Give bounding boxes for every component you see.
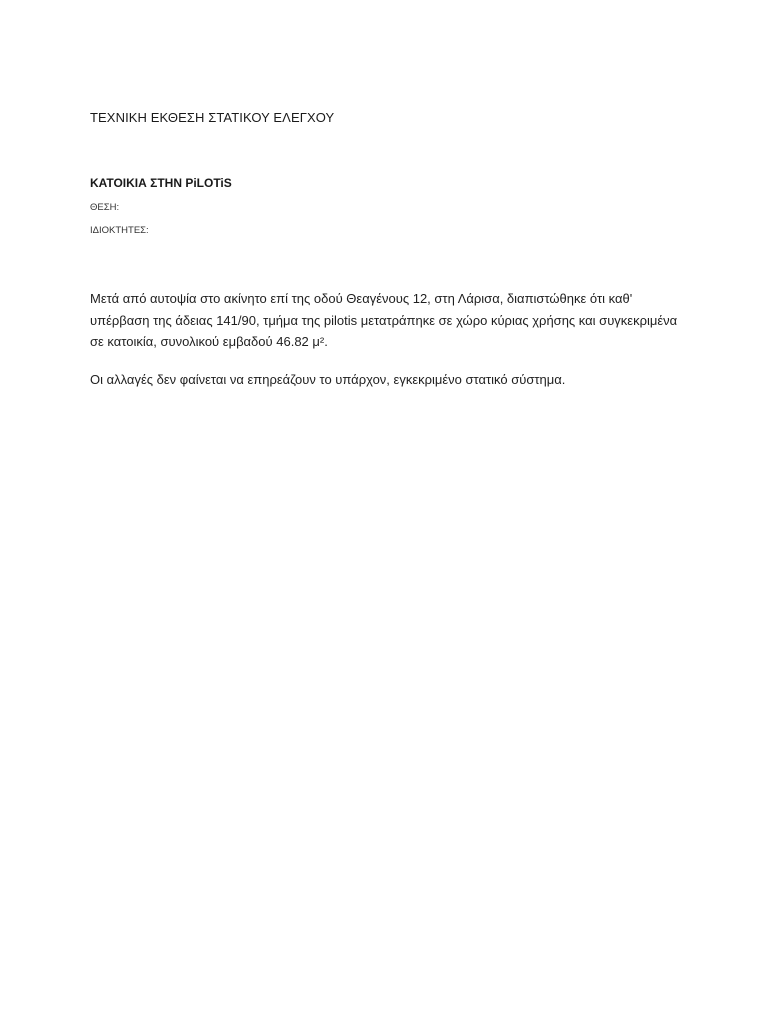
inspection-paragraph: Μετά από αυτοψία στο ακίνητο επί της οδού Θεαγένους 12, στη Λάρισα, διαπιστώθηκε ότι καθ' υπέρβαση της άδειας 141/90, τμήμα της pilotis μετατράπηκε σε χώρο κύριας χρήσης και συγκεκριμένα σε κατοικία, συνολικού εμβαδού 46.82 μ². <box>90 291 678 349</box>
document-title: ΤΕΧΝΙΚΗ ΕΚΘΕΣΗ ΣΤΑΤΙΚΟΥ ΕΛΕΓΧΟΥ <box>90 110 335 125</box>
location-field-label: ΘΕΣΗ: <box>90 202 120 213</box>
document-subtitle: ΚΑΤΟΙΚΙΑ ΣΤΗΝ PiLOTiS <box>90 176 232 190</box>
conclusion-paragraph: Οι αλλαγές δεν φαίνεται να επηρεάζουν το υπάρχον, εγκεκριμένο στατικό σύστημα. <box>90 372 566 387</box>
owners-field-label: ΙΔΙΟΚΤΗΤΕΣ: <box>90 225 149 236</box>
